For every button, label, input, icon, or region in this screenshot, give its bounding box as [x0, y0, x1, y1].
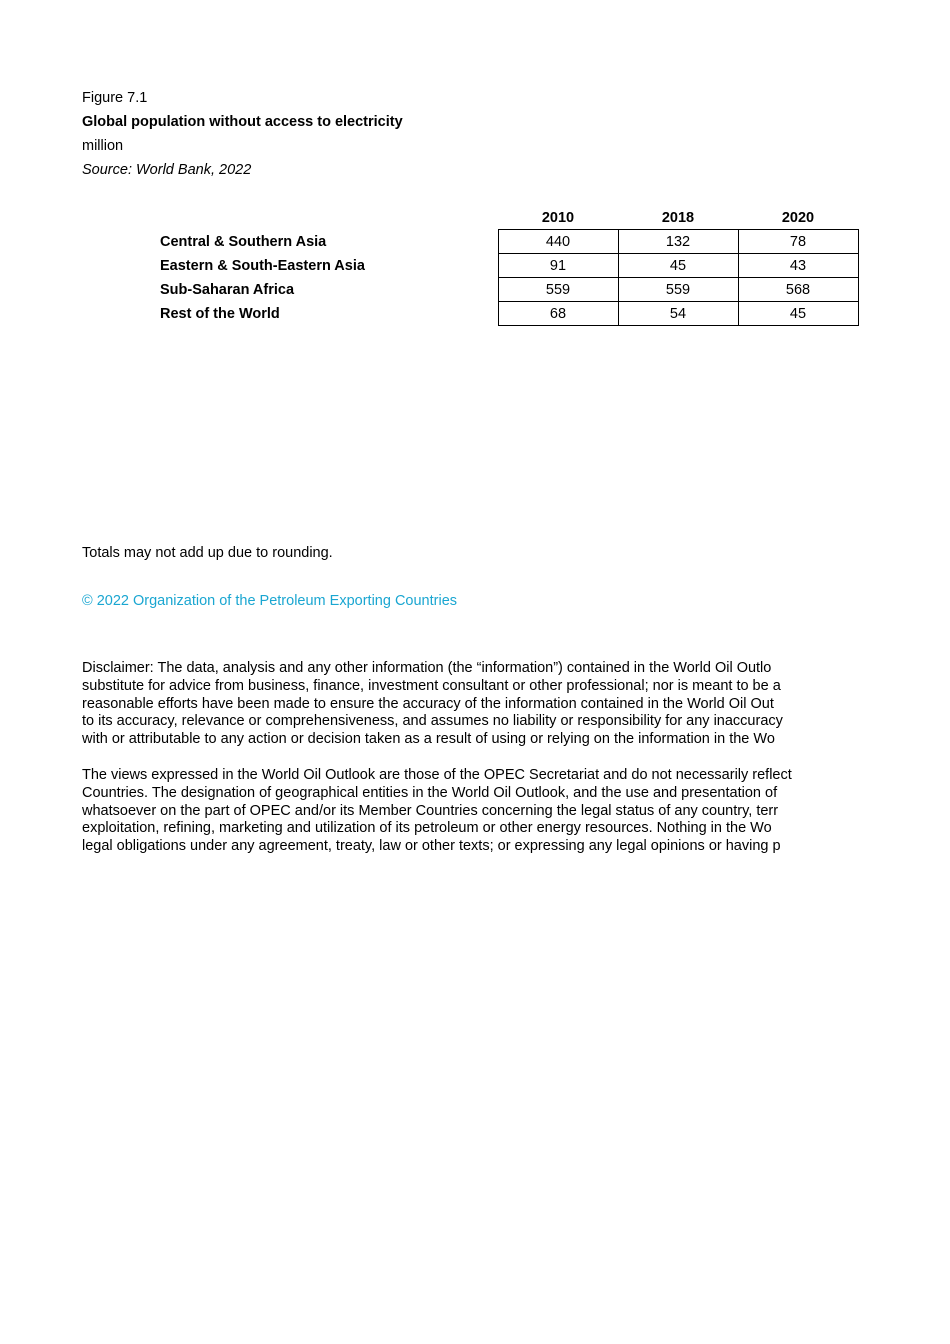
views-line: Countries. The designation of geographical entities in the World Oil Outlook, and the use and presentation of [82, 784, 778, 801]
views-line: exploitation, refining, marketing and utilization of its petroleum or other energy resources. Nothing in the Wo [82, 820, 772, 837]
data-table [82, 206, 859, 326]
table-row [82, 230, 858, 254]
table-cell: 559 [498, 278, 618, 302]
disclaimer-paragraph [82, 660, 860, 749]
table-row [82, 278, 858, 302]
table-cell: 440 [498, 230, 618, 254]
table-cell: 45 [618, 254, 738, 278]
figure-title: Global population without access to electricity [82, 114, 403, 130]
table-cell: 54 [618, 302, 738, 326]
views-line: The views expressed in the World Oil Outlook are those of the OPEC Secretariat and do not necessarily reflect [82, 767, 792, 783]
table-row [82, 254, 858, 278]
disclaimer-line: to its accuracy, relevance or comprehensiveness, and assumes no liability or responsibility for any inaccuracy [82, 713, 783, 730]
table-row [82, 302, 858, 326]
figure-source: Source: World Bank, 2022 [82, 162, 252, 178]
table-cell: 78 [738, 230, 858, 254]
footnote: Totals may not add up due to rounding. [82, 545, 333, 561]
table-cell: 91 [498, 254, 618, 278]
figure-unit: million [82, 138, 124, 154]
table-cell: 568 [738, 278, 858, 302]
views-line: whatsoever on the part of OPEC and/or its Member Countries concerning the legal status of any country, terr [82, 802, 779, 819]
disclaimer-line: with or attributable to any action or decision taken as a result of using or relying on the information in the Wo [82, 731, 775, 748]
row-label: Central & Southern Asia [160, 233, 327, 250]
figure-label: Figure 7.1 [82, 90, 148, 106]
column-header: 2020 [781, 209, 815, 226]
column-header: 2010 [541, 209, 575, 226]
views-line: legal obligations under any agreement, treaty, law or other texts; or expressing any legal opinions or having p [82, 838, 781, 855]
table-cell: 559 [618, 278, 738, 302]
disclaimer-line: reasonable efforts have been made to ensure the accuracy of the information contained in the World Oil Out [82, 695, 774, 712]
disclaimer-line: Disclaimer: The data, analysis and any other information (the “information”) contained in the World Oil Outlo [82, 660, 772, 676]
row-label: Rest of the World [160, 305, 280, 322]
views-paragraph [82, 767, 860, 856]
table-cell: 45 [738, 302, 858, 326]
copyright-notice: © 2022 Organization of the Petroleum Exporting Countries [82, 593, 458, 609]
row-label: Sub-Saharan Africa [160, 281, 295, 298]
disclaimer-line: substitute for advice from business, finance, investment consultant or other professional; nor is meant to be a [82, 677, 781, 694]
row-label: Eastern & South-Eastern Asia [160, 257, 365, 274]
table-header-row [82, 206, 858, 230]
table-cell: 132 [618, 230, 738, 254]
table-cell: 43 [738, 254, 858, 278]
data-table-container [82, 206, 859, 326]
table-cell: 68 [498, 302, 618, 326]
table-corner [82, 206, 498, 230]
column-header: 2018 [661, 209, 695, 226]
